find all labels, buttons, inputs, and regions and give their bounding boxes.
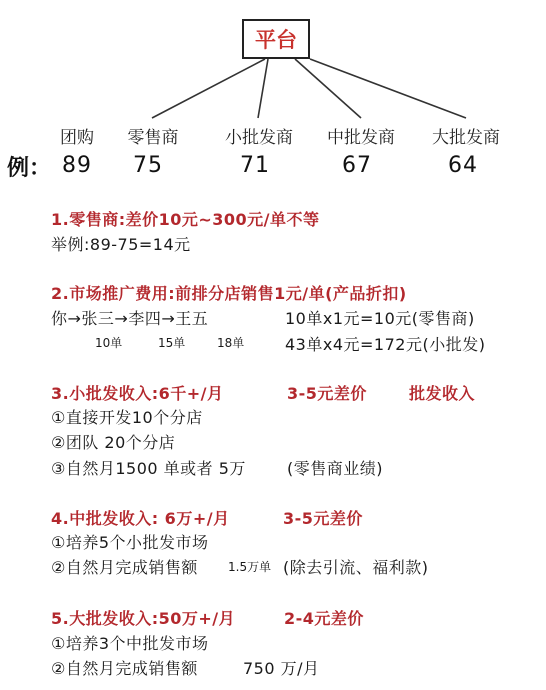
section4-item2-note: (除去引流、福利款) [283,558,429,577]
tier-dapifashang: 大批发商 [432,128,500,148]
section2-chain: 你→张三→李四→王五 [51,309,209,328]
section3-item3: ③自然月1500 单或者 5万 [51,459,246,478]
section1-title: 1.零售商:差价10元~300元/单不等 [51,210,320,229]
section4-margin: 3-5元差价 [283,509,363,528]
platform-label: 平台 [255,28,297,52]
section2-title: 2.市场推广费用:前排分店销售1元/单(产品折扣) [51,284,407,303]
section4-item2-volume: 1.5万单 [228,560,272,574]
connector-line-dapifa [310,59,466,118]
price-xiaopifashang: 71 [240,153,270,178]
section2-count-lisi: 15单 [158,336,186,350]
tier-lingshoushang: 零售商 [127,128,179,148]
section2-count-wangwu: 18单 [217,336,245,350]
section3-item1: ①直接开发10个分店 [51,408,203,427]
tier-tuangou: 团购 [60,128,94,148]
price-dapifashang: 64 [448,153,478,178]
platform-node [242,19,310,59]
section2-calc1: 10单x1元=10元(零售商) [285,309,475,328]
connector-line-tuangou [152,59,265,118]
section5-margin: 2-4元差价 [284,609,364,628]
example-label: 例： [7,156,52,181]
section2-calc2: 43单x4元=172元(小批发) [285,335,486,354]
connector-line-xiaopifa [258,59,268,118]
tier-zhongpifashang: 中批发商 [327,128,395,148]
section1-example: 举例:89-75=14元 [51,235,191,254]
price-lingshoushang: 75 [133,153,163,178]
section2-count-zhangsan: 10单 [95,336,123,350]
section3-item2: ②团队 20个分店 [51,433,176,452]
connector-line-zhongpifa [295,59,361,118]
section3-income-type: 批发收入 [409,384,476,403]
section3-item3-note: (零售商业绩) [287,459,383,478]
section4-item2: ②自然月完成销售额 [51,558,198,577]
section5-item1: ①培养3个中批发市场 [51,634,209,653]
section4-item1: ①培养5个小批发市场 [51,533,209,552]
price-tuangou: 89 [62,153,92,178]
section5-title: 5.大批发收入:50万+/月 [51,609,236,628]
section5-item2-amount: 750 万/月 [243,659,320,678]
tier-xiaopifashang: 小批发商 [225,128,293,148]
section3-title: 3.小批发收入:6千+/月 [51,384,224,403]
price-zhongpifashang: 67 [342,153,372,178]
section3-margin: 3-5元差价 [287,384,367,403]
section5-item2: ②自然月完成销售额 [51,659,198,678]
section4-title: 4.中批发收入: 6万+/月 [51,509,230,528]
